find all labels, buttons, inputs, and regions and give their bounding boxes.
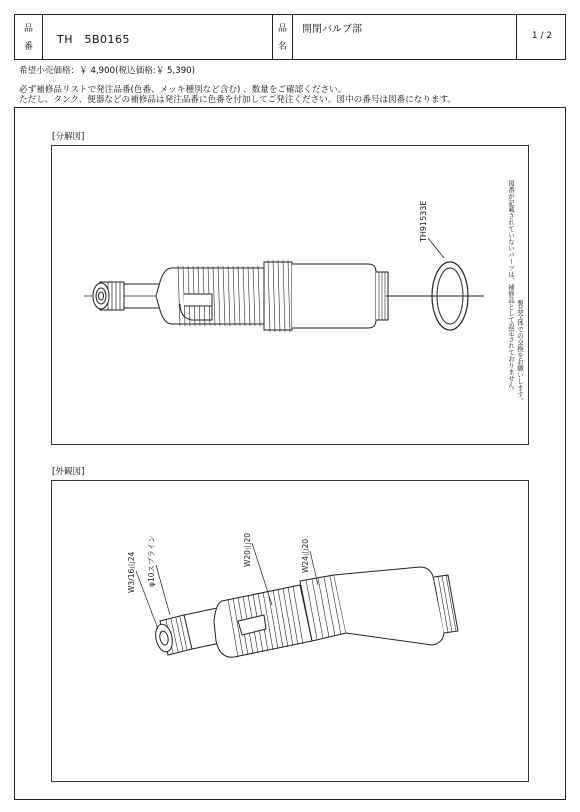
exploded-view-title: [分解図] [52, 132, 85, 142]
page-number: 1 / 2 [531, 31, 553, 41]
part-name-label-cell [273, 15, 293, 59]
dim-w3-16-label: W3/16山24 [127, 551, 136, 593]
part-number-label-1: 品 [23, 24, 33, 34]
part-number-label-cell [15, 15, 43, 59]
part-number-label-2: 番 [23, 42, 33, 52]
dim-w20-label: W20山20 [243, 532, 252, 567]
dim-w24-label: W24山20 [301, 538, 310, 573]
header-table [14, 14, 566, 60]
part-number-cell [43, 15, 273, 59]
page-cell [517, 15, 567, 59]
external-view-panel [51, 480, 529, 782]
part-name-cell [293, 15, 517, 59]
exploded-view-drawing [52, 146, 530, 446]
note-line-1: 必ず補修品リストで発注品番(色番、メッキ種別など含む) 、数量をご確認ください。 [19, 85, 347, 95]
part-name: 開閉バルブ部 [302, 24, 362, 35]
part-name-label-1: 品 [277, 24, 287, 34]
side-note-1: 図番が記載されていないパーツは、補修品として設定されておりません。 [507, 180, 515, 395]
exploded-view-panel [51, 145, 529, 445]
callout-part-label: TH91533E [419, 200, 428, 242]
note-line-2: ただし、タンク、便器などの補修品は発注品番に色番を付加してご発注ください。図中の番号は図番になります。 [19, 95, 457, 105]
external-view-title: [外観図] [52, 467, 85, 477]
dim-spline-label: φ10スプライン [147, 535, 156, 587]
external-view-drawing [52, 481, 530, 783]
price-line: 希望小売価格：￥ 4,900(税込価格:￥ 5,390) [19, 66, 195, 76]
side-note-2: 製品全体での交換をお願いします。 [516, 300, 524, 404]
part-number: TH 5B0165 [57, 33, 131, 46]
part-name-label-2: 名 [277, 42, 287, 52]
